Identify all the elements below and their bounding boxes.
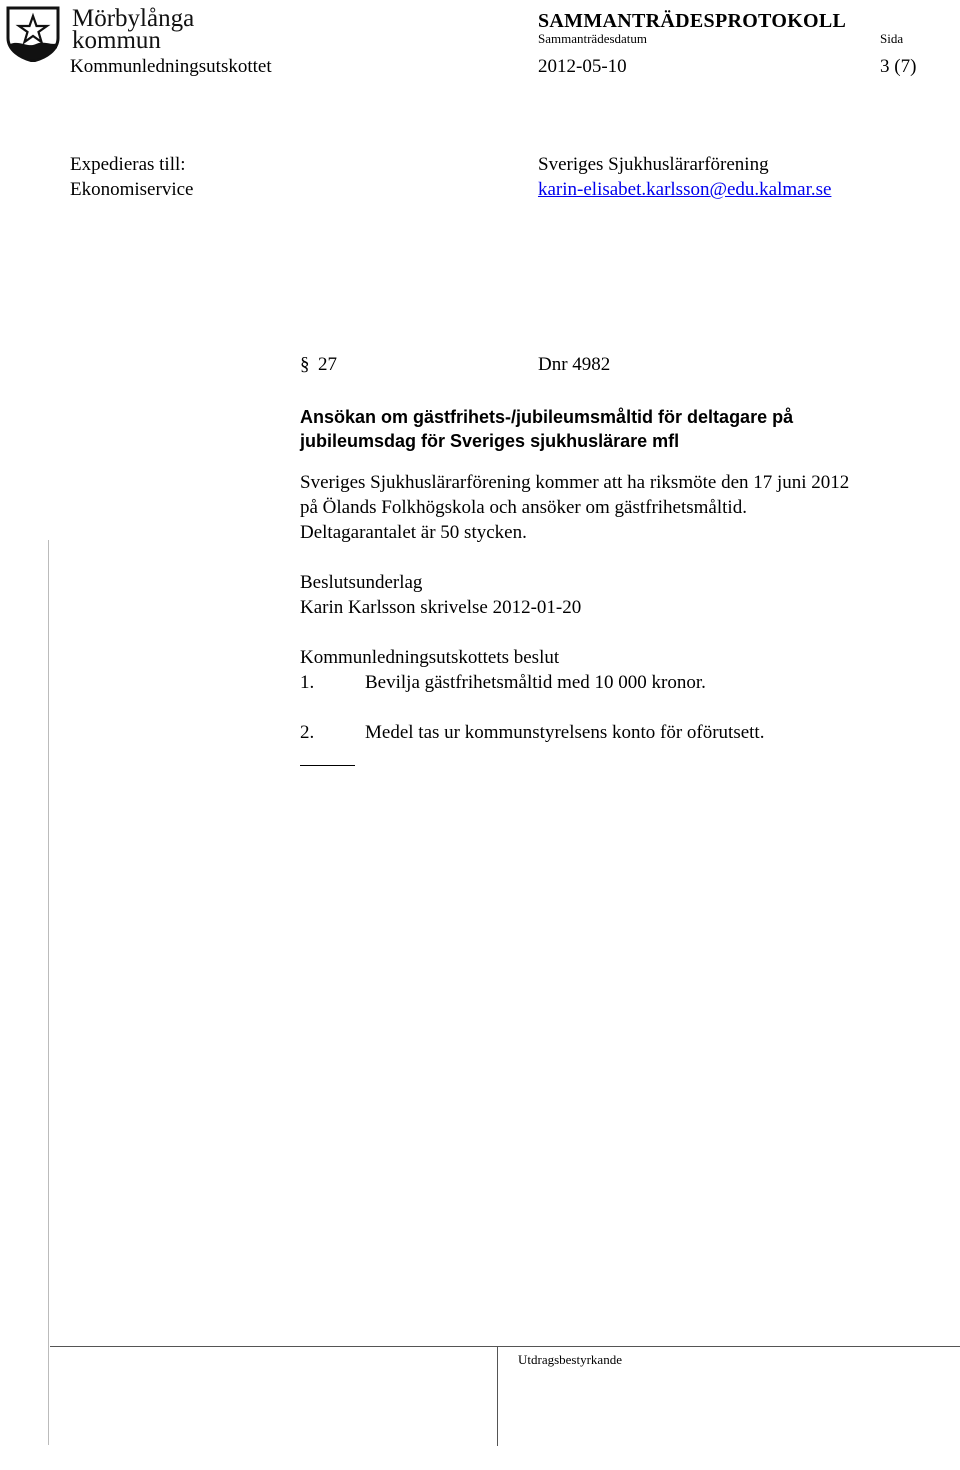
end-of-item-rule <box>300 765 355 766</box>
item-body-line1: Sveriges Sjukhuslärarförening kommer att ha riksmöte den 17 juni 2012 <box>300 472 850 493</box>
page-label: Sida <box>880 31 904 46</box>
distribution-label: Expedieras till: <box>70 154 186 175</box>
meeting-date-label: Sammanträdesdatum <box>538 31 648 46</box>
decision-2-text: Medel tas ur kommunstyrelsens konto för oförutsett. <box>365 722 765 743</box>
extract-certification-label: Utdragsbestyrkande <box>518 1352 622 1367</box>
decision-heading: Kommunledningsutskottets beslut <box>300 647 560 668</box>
committee-name: Kommunledningsutskottet <box>70 56 272 77</box>
item-body-line3: Deltagarantalet är 50 stycken. <box>300 522 527 543</box>
recipient-email-link[interactable]: karin-elisabet.karlsson@edu.kalmar.se <box>538 179 832 200</box>
distribution-recipient-org: Sveriges Sjukhuslärarförening <box>538 154 769 175</box>
item-title-line2: jubileumsdag för Sveriges sjukhuslärare mfl <box>300 431 680 451</box>
section-symbol: § <box>300 354 310 375</box>
municipality-name-line2: kommun <box>72 27 161 54</box>
page-number: 3 (7) <box>880 56 917 77</box>
decision-2-number: 2. <box>300 722 315 743</box>
municipality-name-line1: Mörbylånga <box>72 5 195 32</box>
diary-number: Dnr 4982 <box>538 354 611 375</box>
footer-divider <box>497 1346 498 1446</box>
left-margin-rule <box>48 540 49 1445</box>
decision-1-number: 1. <box>300 672 315 693</box>
decision-1-text: Bevilja gästfrihetsmåltid med 10 000 kronor. <box>365 672 706 693</box>
item-body-line2: på Ölands Folkhögskola och ansöker om gästfrihetsmåltid. <box>300 497 747 518</box>
decision-basis-text: Karin Karlsson skrivelse 2012-01-20 <box>300 597 582 618</box>
document-title: SAMMANTRÄDESPROTOKOLL <box>538 10 847 32</box>
item-number: 27 <box>318 354 337 375</box>
distribution-recipient-left: Ekonomiservice <box>70 179 194 200</box>
municipality-logo-icon <box>2 4 64 62</box>
footer-rule <box>50 1346 960 1347</box>
item-title-line1: Ansökan om gästfrihets-/jubileumsmåltid för deltagare på <box>300 407 794 427</box>
meeting-date: 2012-05-10 <box>538 56 627 77</box>
decision-basis-heading: Beslutsunderlag <box>300 572 423 593</box>
